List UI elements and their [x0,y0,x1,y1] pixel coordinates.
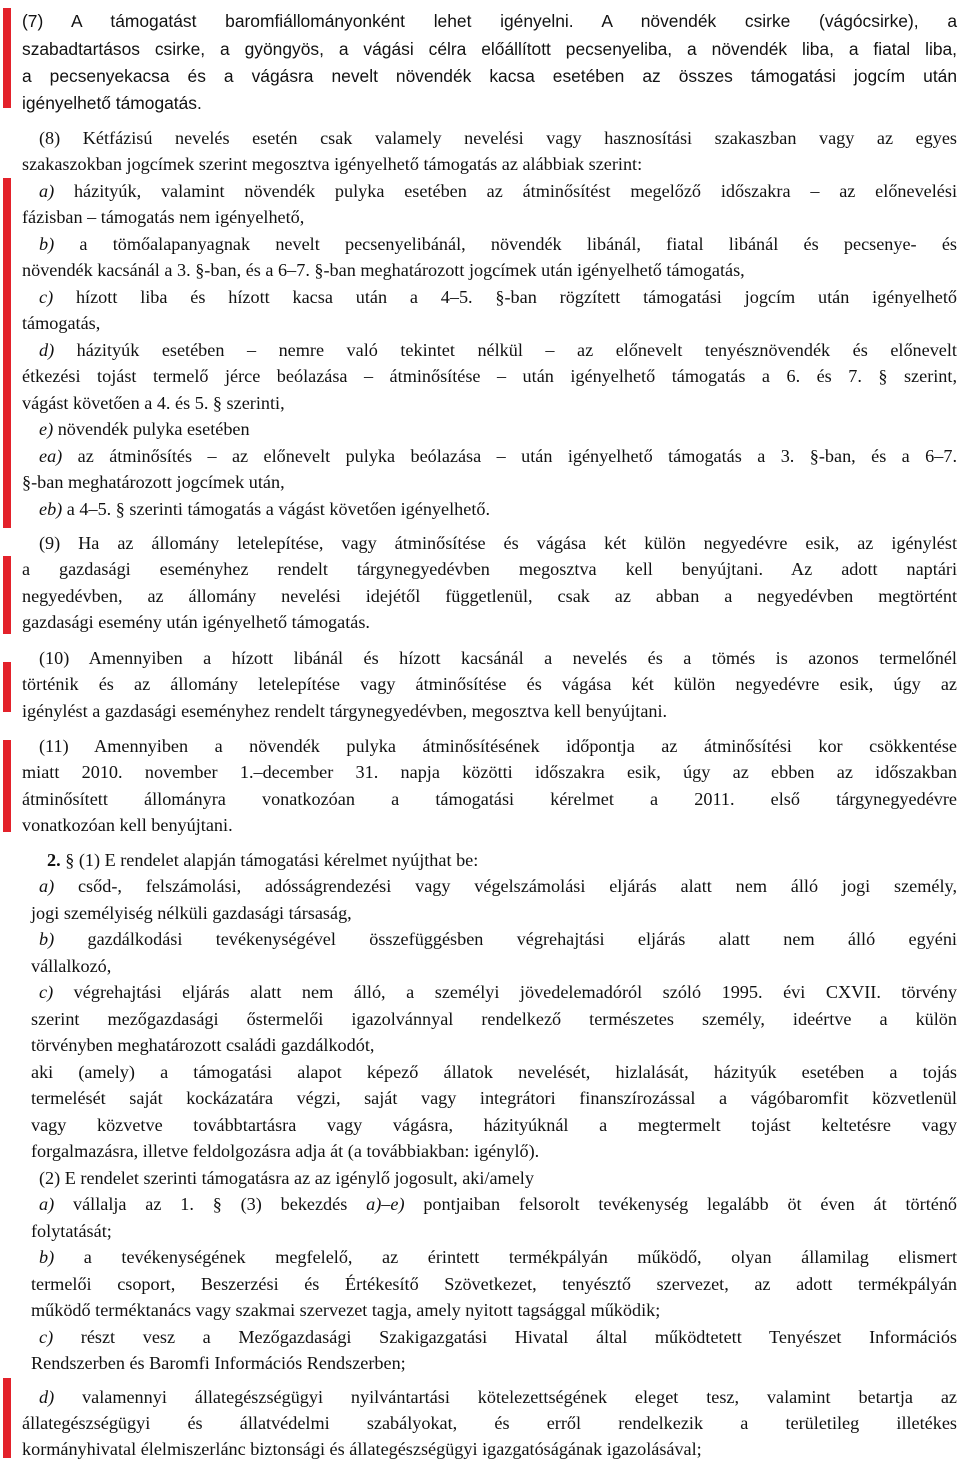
s2-closing-line: vagy közvetve továbbtartásra vagy vágásra, házityúknál a megtermelt tojást keltetésre vagy [31,1115,957,1135]
s2-p2-point-d-line: állategészségügyi és állatvédelmi szabályokat, és erről rendelkezik a területileg illetékes [22,1413,957,1433]
paragraph-10-line: történik és az állomány letelepítése vagy átminősítése és vágása két külön negyedévre esik, úgy az [22,674,957,694]
paragraph-7-line: (7) A támogatást baromfiállományonként lehet igényelni. A növendék csirke (vágócsirke), a [22,11,957,31]
change-bar [3,1378,11,1458]
paragraph-11-line: átminősített állományra vonatkozóan a támogatási kérelmet a 2011. első tárgynegyedévre [22,789,957,809]
s2-point-b-line: vállalkozó, [31,956,112,976]
s2-paragraph-2-intro: (2) E rendelet szerinti támogatásra az az igénylő jogosult, aki/amely [39,1168,534,1188]
paragraph-9-line: gazdasági esemény után igényelhető támogatás. [22,612,370,632]
point-ea-line: ea) az átminősítés – az előnevelt pulyka beólazása – után igényelhető támogatás a 3. §-ban, és a 6–7. [39,446,957,466]
paragraph-9-line: (9) Ha az állomány letelepítése, vagy átminősítése és vágása két külön negyedévre esik, az igénylést [39,533,957,553]
paragraph-7-line: szabadtartásos csirke, a gyöngyös, a vágási célra előállított pecsenyeliba, a növendék liba, a fiatal liba, [22,39,957,59]
paragraph-10-line: (10) Amennyiben a hízott libánál és hízott kacsánál a nevelés és a tömés is azonos termelőnél [39,648,957,668]
point-a-line: fázisban – támogatás nem igényelhető, [22,207,305,227]
s2-closing-line: aki (amely) a támogatási alapot képező állatok nevelését, hizlalását, házityúk esetében a tojás [31,1062,957,1082]
change-bar [3,8,11,108]
point-c-line: támogatás, [22,313,101,333]
paragraph-8-line: (8) Kétfázisú nevelés esetén csak valamely nevelési vagy hasznosítási szakaszban vagy az egyes [39,128,957,148]
s2-point-c-line: c) végrehajtási eljárás alatt nem álló, a személyi jövedelemadóról szóló 1995. évi CXVII. törvény [39,982,957,1002]
s2-p2-point-d-line: d) valamennyi állategészségügyi nyilvántartási kötelezettségének eleget tesz, valamint betartja az [39,1387,957,1407]
point-ea-line: §-ban meghatározott jogcímek után, [22,472,285,492]
s2-point-c-line: szerint mezőgazdasági őstermelői igazolvánnyal rendelkező természetes személy, ideértve a külön [31,1009,957,1029]
point-b-line: b) a tömőalapanyagnak nevelt pecsenyelibánál, növendék libánál, fiatal libánál és pecsenye- és [39,234,957,254]
point-e-line: e) növendék pulyka esetében [39,419,250,439]
point-d-line: vágást követően a 4. és 5. § szerinti, [22,393,285,413]
s2-p2-point-b-line: termelői csoport, Beszerzési és Értékesítő Szövetkezet, tenyésztő szervezet, az adott termékpályán [31,1274,957,1294]
point-d-line: étkezési tojást termelő jérce beólazása – átminősítése – után igényelhető támogatás a 6. és 7. § szerint, [22,366,957,386]
paragraph-9-line: a gazdasági eseményhez rendelt tárgynegyedévben megosztva kell benyújtani. Az adott naptári [22,559,957,579]
s2-p2-point-b-line: működő terméktanács vagy szakmai szervezet tagja, amely nyitott tagsággal működik; [31,1300,661,1320]
point-d-line: d) házityúk esetében – nemre való tekintet nélkül – az előnevelt tenyésznövendék és előnevelt [39,340,957,360]
s2-closing-line: forgalmazásra, illetve feldolgozásra adja át (a továbbiakban: igénylő). [31,1141,540,1161]
paragraph-11-line: (11) Amennyiben a növendék pulyka átminősítésének időpontja az átminősítési kor csökkentése [39,736,957,756]
paragraph-11-line: vonatkozóan kell benyújtani. [22,815,233,835]
point-c-line: c) hízott liba és hízott kacsa után a 4–5. §-ban rögzített támogatási jogcím után igényelhető [39,287,957,307]
point-b-line: növendék kacsánál a 3. §-ban, és a 6–7. §-ban meghatározott jogcímek után igényelhető támogatás, [22,260,745,280]
s2-point-b-line: b) gazdálkodási tevékenységével összefüggésben végrehajtási eljárás alatt nem álló egyéni [39,929,957,949]
paragraph-11-line: miatt 2010. november 1.–december 31. napja közötti időszakra esik, úgy az ebben az időszakban [22,762,957,782]
paragraph-10-line: igénylést a gazdasági eseményhez rendelt tárgynegyedévben, megosztva kell benyújtani. [22,701,668,721]
paragraph-8-line: szakaszokban jogcímek szerint megosztva igényelhető támogatás az alábbiak szerint: [22,154,643,174]
point-eb-line: eb) a 4–5. § szerinti támogatás a vágást követően igényelhető. [39,499,491,519]
paragraph-7-line: a pecsenyekacsa és a vágásra nevelt növendék kacsa esetében az összes támogatási jogcím után [22,66,957,86]
paragraph-9-line: negyedévben, az állomány nevelési idejétől függetlenül, csak az abban a negyedévben megtörtént [22,586,957,606]
change-bar [3,740,11,832]
paragraph-7-line: igényelhető támogatás. [22,93,202,113]
change-bar [3,556,11,634]
s2-p2-point-a-line: a) vállalja az 1. § (3) bekezdés a)–e) pontjaiban felsorolt tevékenység legalább öt éven át történő [39,1194,958,1214]
s2-p2-point-b-line: b) a tevékenységének megfelelő, az érintett termékpályán működő, olyan államilag elismert [39,1247,957,1267]
s2-point-a-line: jogi személyiség nélküli gazdasági társaság, [31,903,352,923]
change-bar [3,178,11,528]
s2-point-a-line: a) csőd-, felszámolási, adósságrendezési vagy végelszámolási eljárás alatt nem álló jogi személy, [39,876,957,896]
s2-p2-point-c-line: Rendszerben és Baromfi Információs Rendszerben; [31,1353,406,1373]
s2-closing-line: termelését saját kockázatára végzi, saját vagy integrátori finanszírozással a vágóbaromfit közvetlenül [31,1088,957,1108]
change-bar [3,662,11,712]
s2-p2-point-c-line: c) részt vesz a Mezőgazdasági Szakigazgatási Hivatal által működtetett Tenyészet Információs [39,1327,957,1347]
s2-p2-point-a-line: folytatását; [31,1221,112,1241]
section-2-heading: 2. § (1) E rendelet alapján támogatási kérelmet nyújthat be: [47,850,479,870]
point-a-line: a) házityúk, valamint növendék pulyka esetében az átminősítést megelőző időszakra – az előnevelési [39,181,957,201]
s2-p2-point-d-line: kormányhivatal élelmiszerlánc biztonsági és állategészségügyi igazgatóságának igazolásával; [22,1439,702,1459]
s2-point-c-line: törvényben meghatározott családi gazdálkodót, [31,1035,375,1055]
